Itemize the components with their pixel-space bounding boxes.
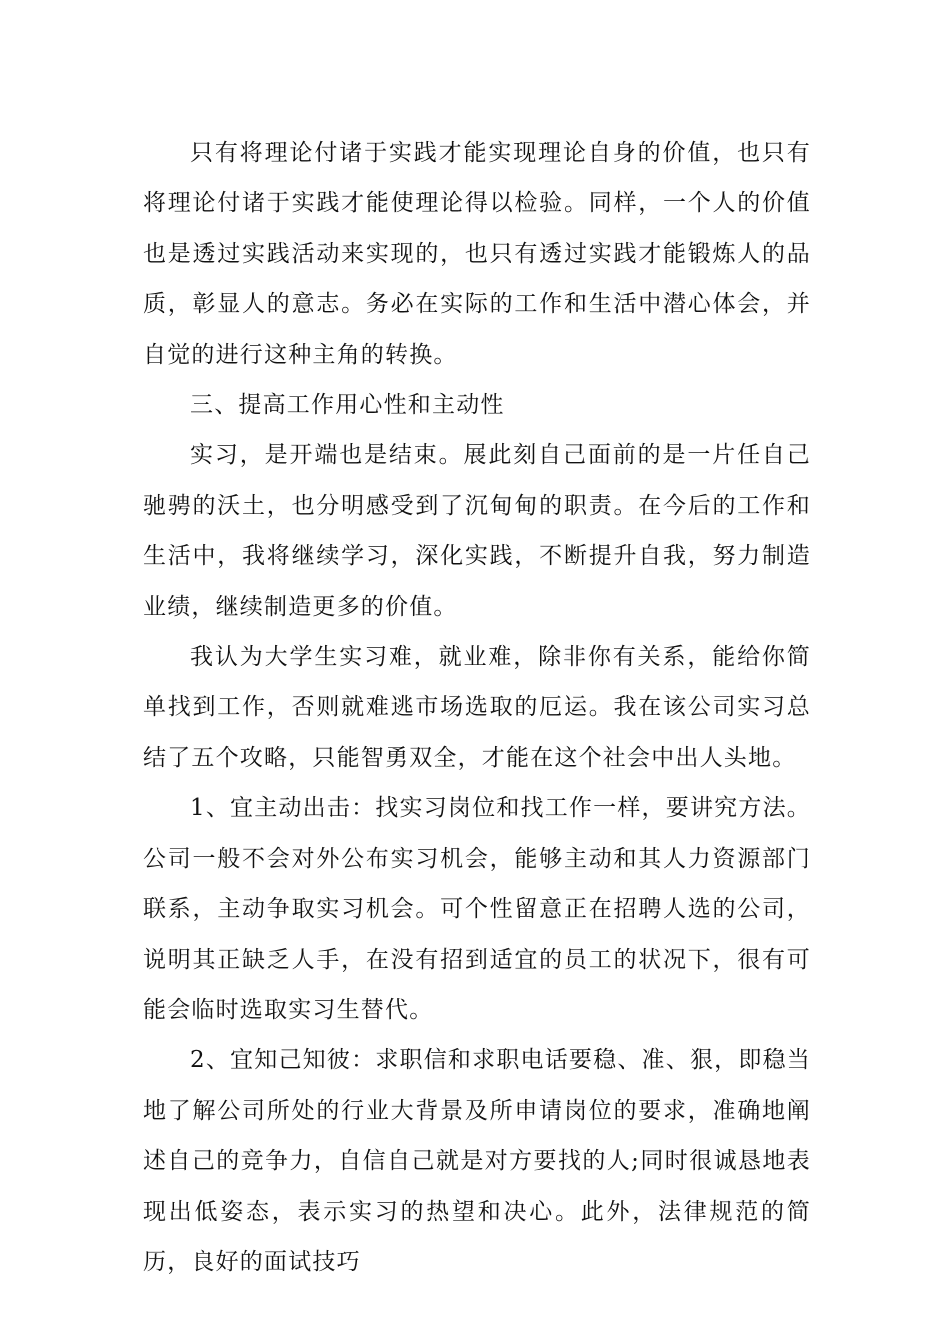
paragraph-tip-1: 1、宜主动出击：找实习岗位和找工作一样，要讲究方法。公司一般不会对外公布实习机会，能够主动和其人力资源部门联系，主动争取实习机会。可个性留意正在招聘人选的公司，说明其正缺乏人手，在没有招到适宜的员工的状况下，很有可能会临时选取实习生替代。 — [143, 795, 811, 1023]
paragraph-tip-2: 2、宜知己知彼：求职信和求职电话要稳、准、狠，即稳当地了解公司所处的行业大背景及所申请岗位的要求，准确地阐述自己的竞争力，自信自己就是对方要找的人;同时很诚恳地表现出低姿态，表示实习的热望和决心。此外，法律规范的简历，良好的面试技巧 — [143, 1047, 811, 1275]
paragraph-theory-practice: 只有将理论付诸于实践才能实现理论自身的价值，也只有将理论付诸于实践才能使理论得以检验。同样，一个人的价值也是透过实践活动来实现的，也只有透过实践才能锻炼人的品质，彰显人的意志。务必在实际的工作和生活中潜心体会，并自觉的进行这种主角的转换。 — [143, 140, 811, 368]
paragraph-internship-start: 实习，是开端也是结束。展此刻自己面前的是一片任自己驰骋的沃土，也分明感受到了沉甸甸的职责。在今后的工作和生活中，我将继续学习，深化实践，不断提升自我，努力制造业绩，继续制造更多的价值。 — [143, 442, 811, 620]
paragraph-internship-difficulty: 我认为大学生实习难，就业难，除非你有关系，能给你简单找到工作，否则就难逃市场选取的厄运。我在该公司实习总结了五个攻略，只能智勇双全，才能在这个社会中出人头地。 — [143, 644, 811, 771]
document-body — [143, 128, 811, 1287]
section-heading-3: 三、提高工作用心性和主动性 — [190, 392, 505, 419]
